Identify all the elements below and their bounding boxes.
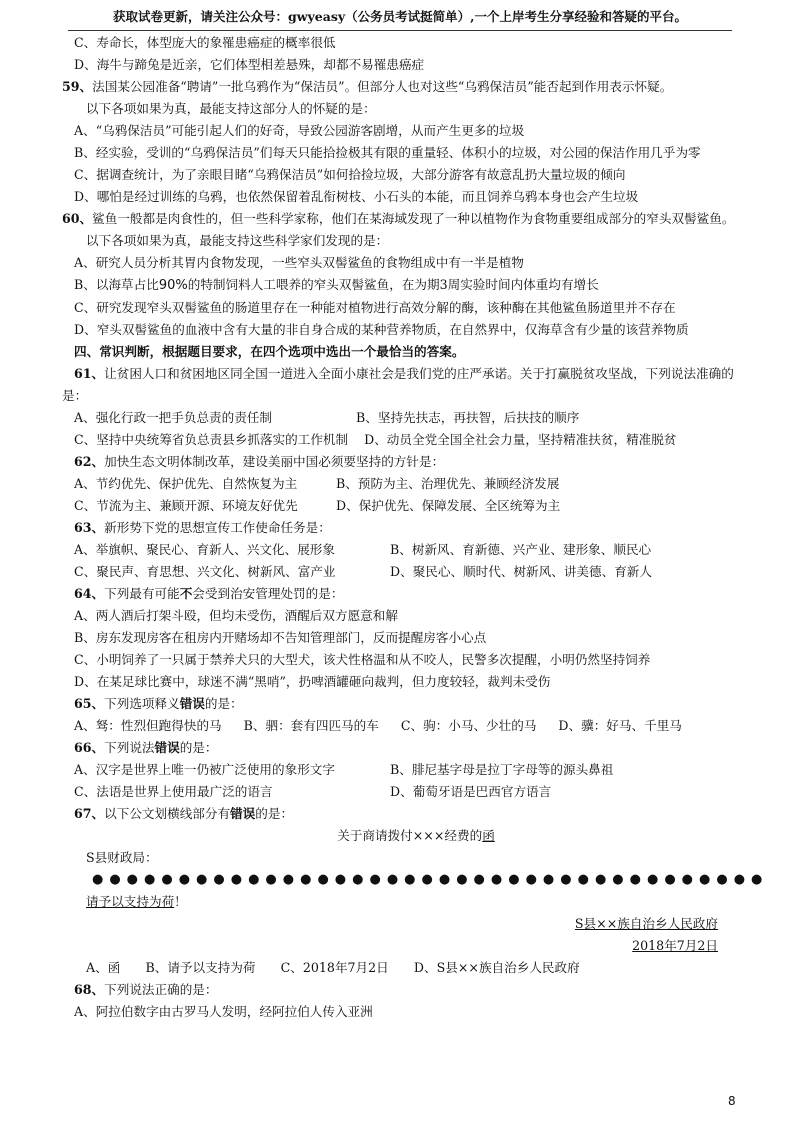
option-d: D、保护优先、保障发展、全区统筹为主 — [336, 498, 561, 513]
doc-title-underlined: 函 — [482, 828, 495, 843]
doc-closing — [62, 891, 738, 913]
question-number: 65、 — [74, 696, 105, 711]
option-text: B、以海草占比 — [74, 277, 159, 292]
option-b: B、腓尼基字母是拉丁字母等的源头鼻祖 — [390, 762, 614, 777]
option-b: B、预防为主、治理优先、兼顾经济发展 — [336, 476, 560, 491]
doc-recipient: S县财政局： — [86, 850, 158, 865]
doc-sender-underlined: S县××族自治乡人民政府 — [574, 916, 718, 931]
option-c: C、节流为主、兼顾开源、环境友好优先 — [74, 498, 298, 513]
doc-date-underlined: 2018年7月2日 — [632, 938, 718, 953]
option-d: D、在某足球比赛中，球迷不满“黑哨”，扔啤酒罐砸向裁判，但力度较轻，裁判未受伤 — [74, 674, 551, 689]
question-stem: 以下各项如果为真，最能支持这些科学家们发现的是： — [86, 233, 389, 248]
option-c: C、驹：小马、少壮的马 — [400, 718, 537, 733]
doc-sender — [62, 913, 738, 935]
options-row — [62, 781, 738, 803]
question-text: 下列说法正确的是： — [104, 982, 218, 997]
question-number: 63、 — [74, 520, 105, 535]
option-c: C、小明饲养了一只属于禁养犬只的大型犬，该犬性格温和从不咬人，民警多次提醒，小明仍然坚持饲养 — [74, 652, 651, 667]
option-d: D、哪怕是经过训练的乌鸦，也依然保留着乱衔树枝、小石头的本能，而且饲养乌鸦本身也会产生垃圾 — [74, 189, 639, 204]
options-row — [62, 407, 738, 429]
question-text: 新形势下党的思想宣传工作使命任务是： — [104, 520, 331, 535]
option-text: D、海牛与蹄兔是近亲，它们体型相差悬殊，却都不易罹患癌症 — [74, 57, 425, 72]
question-text: 以下公文划横线部分有 — [104, 806, 231, 821]
options-row — [62, 539, 738, 561]
question-62 — [62, 451, 738, 473]
option-a: A、举旗帜、聚民心、育新人、兴文化、展形象 — [74, 542, 335, 557]
options-row — [62, 561, 738, 583]
question-text: 鲨鱼一般都是肉食性的，但一些科学家称，他们在某海域发现了一种以植物作为食物重要组成部分的窄头双髻鲨鱼。 — [92, 211, 735, 226]
option-a: A、阿拉伯数字由古罗马人发明，经阿拉伯人传入亚洲 — [74, 1004, 373, 1019]
option-d: D、动员全党全国全社会力量，坚持精准扶贫，精准脱贫 — [364, 432, 677, 447]
section-heading: 四、常识判断，根据题目要求，在四个选项中选出一个最恰当的答案。 — [74, 344, 465, 359]
question-number: 67、 — [74, 806, 105, 821]
options-row — [62, 715, 738, 737]
option-a: A、“乌鸦保洁员”可能引起人们的好奇，导致公园游客剧增，从而产生更多的垃圾 — [74, 123, 525, 138]
question-number: 68、 — [74, 982, 105, 997]
emphasis-text: 错误 — [154, 740, 180, 755]
question-61 — [62, 363, 738, 407]
question-text: 加快生态文明体制改革，建设美丽中国必须要坚持的方针是： — [104, 454, 445, 469]
options-row — [62, 473, 738, 495]
question-text: 下列最有可能 — [104, 586, 180, 601]
question-text: 会受到治安管理处罚的是： — [192, 586, 344, 601]
emphasis-text: 不 — [179, 586, 193, 601]
question-number: 66、 — [74, 740, 105, 755]
question-65 — [62, 693, 738, 715]
question-68 — [62, 979, 738, 1001]
percent-value: 90% — [158, 278, 188, 293]
question-text: 让贫困人口和贫困地区同全国一道进入全面小康社会是我们党的庄严承诺。关于打赢脱贫攻坚战，下列说法准确的是： — [62, 366, 734, 403]
document-body — [62, 32, 769, 1023]
option-b: B、驷：套有四匹马的车 — [243, 718, 379, 733]
option-b: B、坚持先扶志，再扶智，后扶技的顺序 — [356, 410, 580, 425]
option-c: C、研究发现窄头双髻鲨鱼的肠道里存在一种能对植物进行高效分解的酶，该种酶在其他鲨鱼肠道里并不存在 — [74, 300, 676, 315]
option-a: A、节约优先、保护优先、自然恢复为主 — [74, 476, 298, 491]
option-c: C、法语是世界上使用最广泛的语言 — [74, 784, 273, 799]
question-text: 的是： — [179, 740, 218, 755]
option-text: 的特制饲料人工喂养的窄头双髻鲨鱼，在为期3周实验时间内体重均有增长 — [187, 277, 599, 292]
question-text: 的是： — [204, 696, 243, 711]
option-a: A、驽：性烈但跑得快的马 — [74, 718, 222, 733]
page-number: 8 — [728, 1094, 736, 1108]
option-b: B、房东发现房客在租房内开赌场却不告知管理部门，反而提醒房客小心点 — [74, 630, 487, 645]
option-a: A、强化行政一把手负总责的责任制 — [74, 410, 273, 425]
header-rule — [68, 30, 732, 31]
option-a: A、汉字是世界上唯一仍被广泛使用的象形文字 — [74, 762, 335, 777]
question-64 — [62, 583, 738, 605]
option-c: C、聚民声、育思想、兴文化、树新风、富产业 — [74, 564, 336, 579]
question-67-options: A、函 B、请予以支持为荷 C、2018年7月2日 D、S县××族自治乡人民政府 — [86, 960, 580, 975]
question-number: 59、 — [62, 79, 93, 94]
option-b — [62, 274, 738, 297]
emphasis-text: 错误 — [179, 696, 205, 711]
question-59 — [62, 76, 738, 98]
question-stem: 以下各项如果为真，最能支持这部分人的怀疑的是： — [86, 101, 376, 116]
options-row — [62, 429, 738, 451]
question-text: 下列说法 — [104, 740, 155, 755]
doc-body-dots: ●●●●●●●●●●●●●●●●●●●●●●●●●●●●●●●●●●●●●●● — [92, 872, 769, 887]
doc-closing-underlined: 请予以支持为荷 — [86, 894, 175, 909]
option-text: C、寿命长，体型庞大的象罹患癌症的概率很低 — [74, 35, 336, 50]
option-d: D、窄头双髻鲨鱼的血液中含有大量的非自身合成的某种营养物质，在自然界中，仅海草含有少量的该营养物质 — [74, 322, 689, 337]
question-60 — [62, 208, 738, 230]
question-text: 的是： — [255, 806, 294, 821]
doc-closing-mark: ！ — [174, 894, 187, 909]
question-67 — [62, 803, 738, 825]
question-text: 法国某公园准备“聘请”一批乌鸦作为“保洁员”。但部分人也对这些“乌鸦保洁员”能否起到作用表示怀疑。 — [92, 79, 673, 94]
options-row — [62, 495, 738, 517]
option-a: A、研究人员分析其胃内食物发现，一些窄头双髻鲨鱼的食物组成中有一半是植物 — [74, 255, 524, 270]
option-a: A、两人酒后打架斗殴，但均未受伤，酒醒后双方愿意和解 — [74, 608, 398, 623]
option-d: D、骥：好马、千里马 — [558, 718, 682, 733]
question-63 — [62, 517, 738, 539]
doc-date — [62, 935, 738, 957]
question-66 — [62, 737, 738, 759]
option-d: D、聚民心、顺时代、树新风、讲美德、育新人 — [390, 564, 652, 579]
doc-title-text: 关于商请拨付×××经费的 — [337, 828, 483, 843]
options-row — [62, 759, 738, 781]
option-c: C、据调查统计，为了亲眼目睹“乌鸦保洁员”如何拾捡垃圾，大部分游客有故意乱扔大量垃圾的倾向 — [74, 167, 626, 182]
option-d: D、葡萄牙语是巴西官方语言 — [390, 784, 552, 799]
question-number: 60、 — [62, 211, 93, 226]
official-doc-title — [62, 825, 738, 847]
emphasis-text: 错误 — [230, 806, 256, 821]
question-text: 下列选项释义 — [104, 696, 180, 711]
option-b: B、经实验，受训的“乌鸦保洁员”们每天只能拾捡极其有限的重量轻、体积小的垃圾，对公园的保洁作用几乎为零 — [74, 145, 701, 160]
option-c: C、坚持中央统筹省负总责县乡抓落实的工作机制 — [74, 432, 349, 447]
question-number: 62、 — [74, 454, 105, 469]
question-number: 64、 — [74, 586, 105, 601]
question-number: 61、 — [74, 366, 105, 381]
page-header: 获取试卷更新，请关注公众号：gwyeasy（公务员考试挺简单）,一个上岸考生分享经验和答疑的平台。 — [113, 9, 687, 24]
option-b: B、树新风、育新德、兴产业、建形象、顺民心 — [390, 542, 652, 557]
